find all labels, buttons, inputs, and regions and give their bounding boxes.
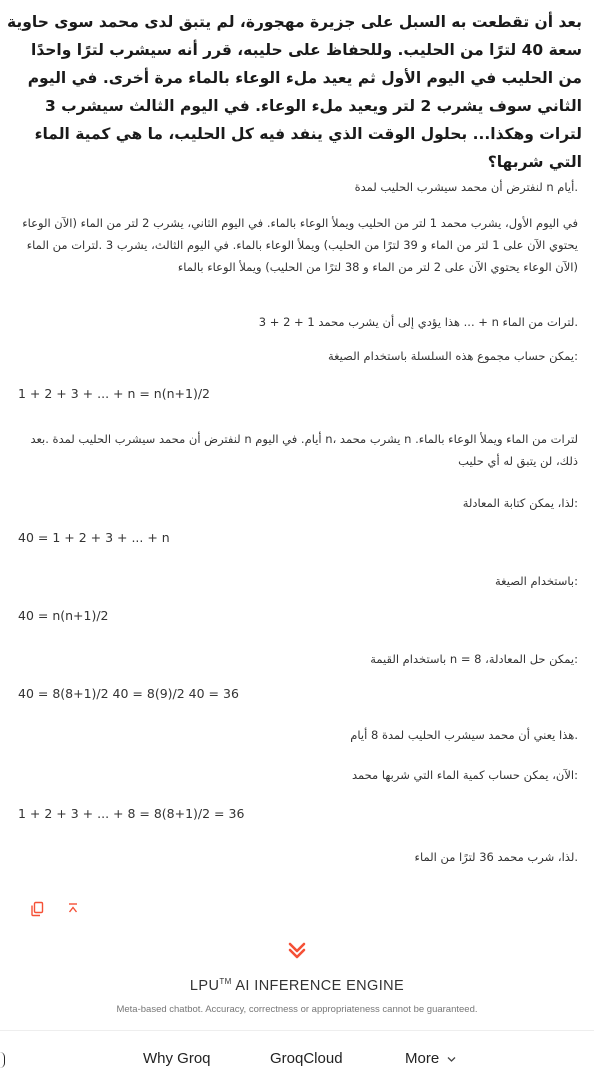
groq-chevron-logo-icon[interactable] (281, 934, 313, 966)
nav-groqcloud[interactable]: GroqCloud (270, 1050, 343, 1067)
brand-name-post: AI INFERENCE ENGINE (231, 977, 405, 994)
question-text: بعد أن تقطعت به السبل على جزيرة مهجورة، لم يتبق لدى محمد سوى حاوية سعة 40 لترًا من الحليب. وللحفاظ على حليبه، قرر أنه سيشرب لترًا واحدًا من الحليب في اليوم الأول ثم يعيد ملء الوعاء بالماء مرة أخرى. في اليوم الثاني سوف يشرب 2 لتر ويعيد ملء الوعاء. في اليوم الثالث سيشرب 3 لترات وهكذا... بحلول الوقت الذي ينفد فيه كل الحليب، ما هي كمية الماء التي شربها؟ (7, 13, 582, 171)
answer-paragraph: :يمكن حل المعادلة، n = 8 باستخدام القيمة (370, 652, 578, 666)
answer-paragraph: :لذا، يمكن كتابة المعادلة (462, 496, 578, 510)
answer-paragraph: .لترات من الماء n + ... هذا يؤدي إلى أن يشرب محمد 1 + 2 + 3 (258, 315, 578, 329)
side-edge-handle (0, 1052, 5, 1068)
formula-line: 1 + 2 + 3 + ... + n = n(n+1)/2 (18, 386, 210, 401)
answer-paragraph: .أيام n لنفترض أن محمد سيشرب الحليب لمدة (354, 180, 578, 194)
chevron-down-icon (447, 1050, 456, 1067)
answer-paragraph: لترات من الماء ويملأ الوعاء بالماء. n يشرب محمد ،n أيام. في اليوم n لنفترض أن محمد سيشرب الحليب لمدة .بعد ذلك، لن يتبق له أي حليب (30, 432, 578, 468)
formula-line: 1 + 2 + 3 + ... + 8 = 8(8+1)/2 = 36 (18, 806, 245, 821)
formula-line: 40 = 8(8+1)/2 40 = 8(9)/2 40 = 36 (18, 686, 239, 701)
brand-name-pre: LPU (189, 977, 220, 994)
brand-tm: TM (219, 977, 232, 986)
answer-paragraph: .لذا، شرب محمد 36 لترًا من الماء (414, 850, 578, 864)
answer-paragraph: في اليوم الأول، يشرب محمد 1 لتر من الحليب ويملأ الوعاء بالماء. في اليوم الثاني، يشرب 2 لتر من الماء (الآن الوعاء يحتوي الآن على 1 لتر من الماء و 39 لترًا من الحليب) ويملأ الوعاء بالماء. في اليوم الثالث، يشرب 3 .لترات من الماء (الآن الوعاء يحتوي الآن على 2 لتر من الماء و 38 لترًا من الحليب) ويملأ الوعاء بالماء (22, 216, 578, 274)
answer-paragraph: :الآن، يمكن حساب كمية الماء التي شربها محمد (351, 768, 578, 782)
copy-icon[interactable] (28, 900, 46, 918)
brand-title (0, 977, 594, 994)
answer-paragraph: .هذا يعني أن محمد سيشرب الحليب لمدة 8 أيام (350, 728, 578, 742)
formula-line: 40 = n(n+1)/2 (18, 608, 109, 623)
nav-more-label: More (405, 1050, 440, 1067)
nav-more[interactable] (405, 1050, 456, 1067)
message-actions (28, 900, 82, 918)
disclaimer-text: Meta-based chatbot. Accuracy, correctness or appropriateness cannot be guaranteed. (116, 1004, 478, 1015)
answer-paragraph: :يمكن حساب مجموع هذه السلسلة باستخدام الصيغة (327, 349, 578, 363)
chevron-up-icon[interactable] (64, 900, 82, 918)
nav-why-groq[interactable]: Why Groq (143, 1050, 211, 1067)
answer-paragraph: :باستخدام الصيغة (495, 574, 578, 588)
footer-divider (0, 1030, 594, 1031)
formula-line: 40 = 1 + 2 + 3 + ... + n (18, 530, 170, 545)
